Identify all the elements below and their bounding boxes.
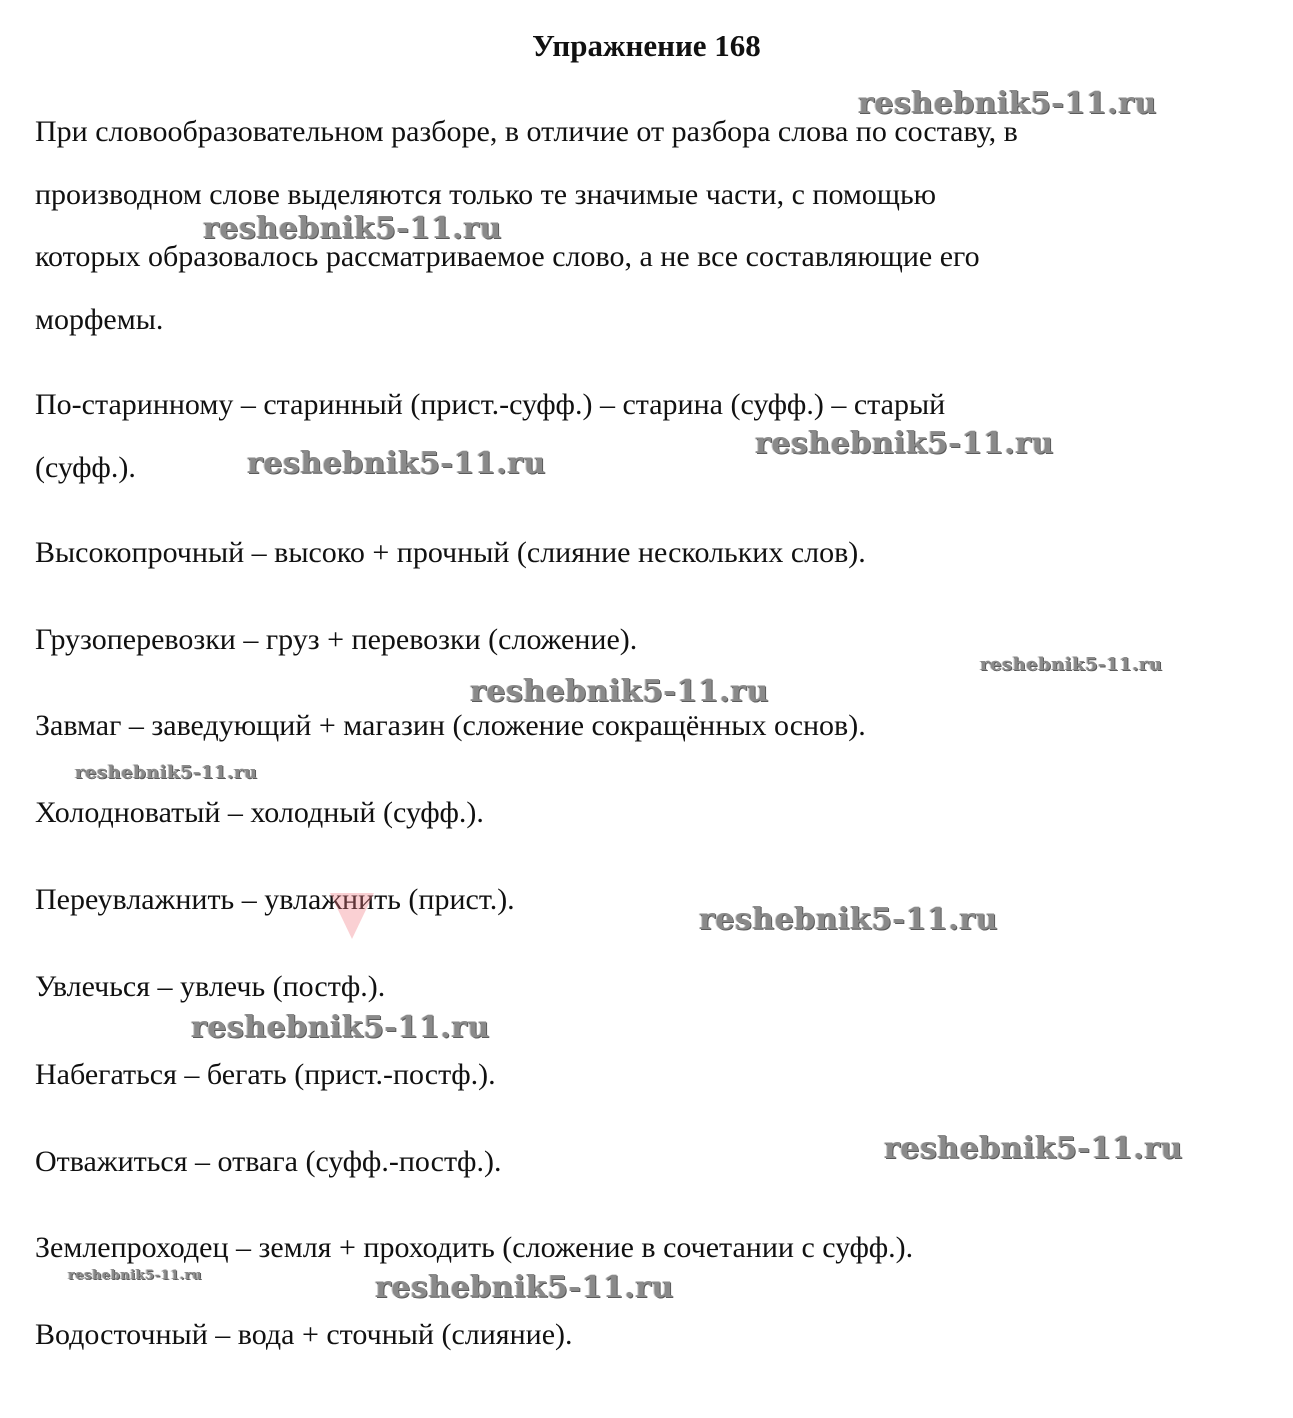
stamp-mark xyxy=(330,893,374,939)
analysis-line: Набегаться – бегать (прист.-постф.). xyxy=(35,1058,496,1091)
analysis-line: Землепроходец – земля + проходить (сложение в сочетании с суфф.). xyxy=(35,1231,914,1264)
watermark: reshebnik5-11.ru xyxy=(75,762,258,783)
watermark: reshebnik5-11.ru xyxy=(755,426,1054,461)
analysis-line: Увлечься – увлечь (постф.). xyxy=(35,970,386,1003)
analysis-line: Грузоперевозки – груз + перевозки (сложение). xyxy=(35,623,638,656)
intro-line-4: морфемы. xyxy=(35,303,164,336)
analysis-line: Завмаг – заведующий + магазин (сложение сокращённых основ). xyxy=(35,709,866,742)
watermark: reshebnik5-11.ru xyxy=(68,1268,203,1283)
intro-line-3: которых образовалось рассматриваемое слово, а не все составляющие его xyxy=(35,240,980,273)
watermark: reshebnik5-11.ru xyxy=(470,674,769,709)
analysis-line: (суфф.). xyxy=(35,451,136,484)
watermark: reshebnik5-11.ru xyxy=(699,902,998,937)
watermark: reshebnik5-11.ru xyxy=(203,211,502,246)
analysis-line: Отважиться – отвага (суфф.-постф.). xyxy=(35,1145,502,1178)
analysis-line: Высокопрочный – высоко + прочный (слияние нескольких слов). xyxy=(35,536,866,569)
intro-line-1: При словообразовательном разборе, в отличие от разбора слова по составу, в xyxy=(35,115,1018,148)
page-title: Упражнение 168 xyxy=(532,28,761,63)
analysis-line: Холодноватый – холодный (суфф.). xyxy=(35,796,484,829)
watermark: reshebnik5-11.ru xyxy=(375,1270,674,1305)
intro-line-2: производном слове выделяются только те значимые части, с помощью xyxy=(35,178,937,211)
watermark: reshebnik5-11.ru xyxy=(980,654,1163,675)
watermark: reshebnik5-11.ru xyxy=(858,86,1157,121)
analysis-line: Переувлажнить – увлажнить (прист.). xyxy=(35,883,515,916)
analysis-line: Водосточный – вода + сточный (слияние). xyxy=(35,1318,573,1351)
watermark: reshebnik5-11.ru xyxy=(191,1010,490,1045)
analysis-line: По-старинному – старинный (прист.-суфф.) – старина (суфф.) – старый xyxy=(35,388,946,421)
watermark: reshebnik5-11.ru xyxy=(247,446,546,481)
watermark: reshebnik5-11.ru xyxy=(884,1131,1183,1166)
